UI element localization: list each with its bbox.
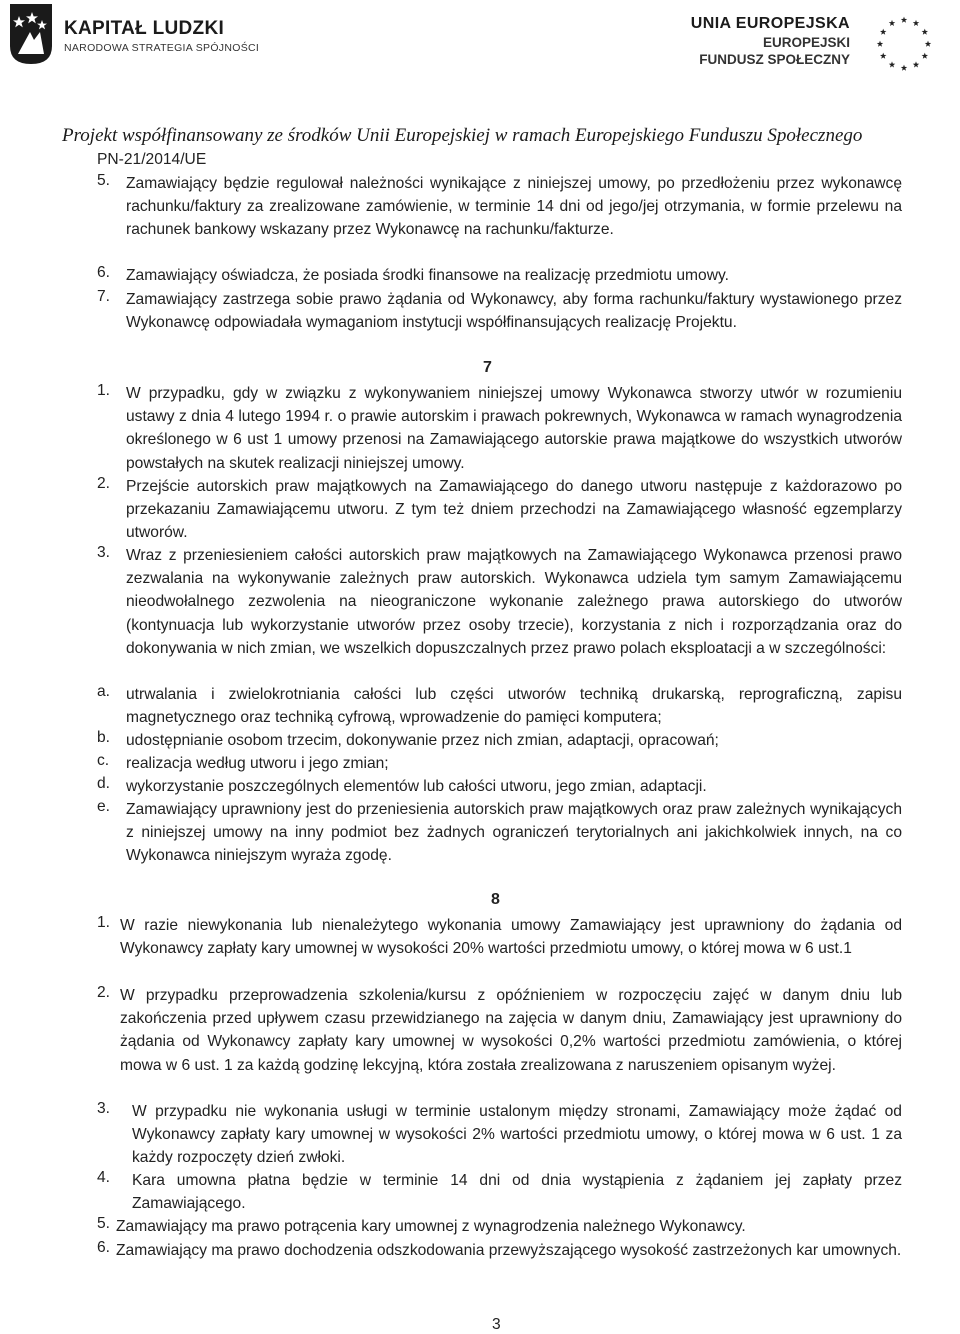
- list-item: realizacja według utworu i jego zmian;: [126, 755, 389, 772]
- item-number: 2.: [97, 475, 111, 492]
- list-item: wykorzystanie poszczególnych elementów lub całości utworu, jego zmian, adaptacji.: [126, 778, 707, 795]
- section-8-heading: [491, 891, 500, 909]
- reference-number: PN-21/2014/UE: [97, 151, 207, 168]
- kapital-ludzki-subtitle: NARODOWA STRATEGIA SPÓJNOŚCI: [64, 42, 260, 54]
- section-8-number: 8: [491, 891, 500, 908]
- list-item: Zamawiający będzie regulował należności wynikające z niniejszej umowy, po przedłożeniu przez wykonawcę rachunku/faktury za zrealizowane zamówienie, w terminie 14 dni od jego/jej otrzymania, w formie przelewu na rachunek bankowy wskazany przez Wykonawcę na rachunku/fakturze.: [126, 175, 902, 239]
- item-number: 1.: [97, 382, 111, 399]
- item-number: 3.: [97, 1100, 111, 1117]
- list-item: W przypadku, gdy w związku z wykonywaniem niniejszej umowy Wykonawca stworzy utwór w rozumieniu ustawy z dnia 4 lutego 1994 r. o prawie autorskim i prawach pokrewnych, Wykonawca w ramach wynagrodzenia określonego w 6 ust 1 umowy przenosi na Zamawiającego autorskie prawa majątkowe do wszystkich utworów powstałych na skutek realizacji niniejszej umowy.: [126, 385, 902, 472]
- list-item: Wraz z przeniesieniem całości autorskich praw majątkowych na Zamawiającego Wykonawca przenosi prawo zezwalania na wykonywanie zależnych praw autorskich. Wykonawca udziela tym samym Zamawiającemu nieodwołalnego zezwolenia na nieograniczone wykonanie zależnego prawa autorskiego do utworów (kontynuacja lub wykorzystanie utworów przez osoby trzecie), korzystania z nich i rozporządzania oraz do dokonywania w nich zmian, we wszelkich dopuszczalnych przez prawo polach eksploatacji a w szczególności:: [126, 547, 902, 657]
- list-item: Zamawiający oświadcza, że posiada środki finansowe na realizację przedmiotu umowy.: [126, 267, 729, 284]
- eu-logo-line1: UNIA EUROPEJSKA: [690, 15, 850, 32]
- kapital-ludzki-title: KAPITAŁ LUDZKI: [64, 18, 225, 39]
- item-number: 6.: [97, 264, 111, 281]
- eu-logo-line2: EUROPEJSKI: [762, 35, 850, 50]
- eu-stars-flag-icon: [854, 12, 954, 76]
- item-number: 5.: [97, 172, 111, 189]
- list-item: Zamawiający zastrzega sobie prawo żądania od Wykonawcy, aby forma rachunku/faktury wystawionego przez Wykonawcę odpowiadała wymaganiom instytucji współfinansujących realizację Projektu.: [126, 291, 902, 332]
- list-item: Zamawiający ma prawo potrącenia kary umownej z wynagrodzenia należnego Wykonawcy.: [116, 1218, 746, 1235]
- page-number: 3: [492, 1316, 501, 1333]
- item-letter: a.: [97, 683, 111, 700]
- item-number: 4.: [97, 1169, 111, 1186]
- eu-logo-texts: [691, 14, 850, 68]
- project-cofinancing-line: Projekt współfinansowany ze środków Unii Europejskiej w ramach Europejskiego Funduszu Społecznego: [62, 125, 863, 146]
- page-header: [0, 0, 960, 146]
- item-number: 3.: [97, 544, 111, 561]
- list-item: W przypadku przeprowadzenia szkolenia/kursu z opóźnieniem w rozpoczęciu zajęć w danym dniu lub zakończenia przed upływem czasu przewidzianego na zajęcia w danym dniu, Zamawiający jest uprawniony do żądania od Wykonawcy zapłaty kary umownej w wysokości 0,2% wartości przedmiotu zamówienia, o której mowa w 6 ust. 1 za każdą godzinę lekcyjną, która została zrealizowana z naruszeniem opisanym wyżej.: [120, 987, 902, 1074]
- item-number: 1.: [97, 914, 111, 931]
- list-item: Kara umowna płatna będzie w terminie 14 dni od dnia wystąpienia z żądaniem jej zapłaty przez Zamawiającego.: [132, 1172, 902, 1213]
- section-7-number: 7: [483, 359, 492, 376]
- item-letter: e.: [97, 798, 111, 815]
- list-item: W przypadku nie wykonania usługi w terminie ustalonym między stronami, Zamawiający może żądać od Wykonawcy zapłaty kary umownej w wysokości 2% wartości przedmiotu umowy, o której mowa w 6 ust. 1 za każdy rozpoczęty dzień zwłoki.: [132, 1103, 902, 1167]
- item-number: 2.: [97, 984, 111, 1001]
- item-letter: c.: [97, 752, 110, 769]
- kapital-ludzki-logo: [4, 2, 260, 72]
- eu-logo-line3: FUNDUSZ SPOŁECZNY: [699, 52, 850, 67]
- item-letter: b.: [97, 729, 111, 746]
- item-letter: d.: [97, 775, 111, 792]
- eu-logo: [690, 6, 960, 72]
- list-item: Zamawiający ma prawo dochodzenia odszkodowania przewyższającego wysokość zastrzeżonych kar umownych.: [116, 1242, 902, 1259]
- list-item: W razie niewykonania lub nienależytego wykonania umowy Zamawiający jest uprawniony do żądania od Wykonawcy zapłaty kary umownej w wysokości 20% wartości przedmiotu umowy, o której mowa w 6 ust.1: [120, 917, 902, 958]
- item-number: 5.: [97, 1215, 111, 1232]
- list-item: Zamawiający uprawniony jest do przeniesienia autorskich praw majątkowych oraz praw zależnych wynikających z niniejszej umowy na inny podmiot bez żadnych ograniczeń terytorialnych ani jakichkolwiek innych, na co Wykonawca niniejszym wyraża zgodę.: [126, 801, 902, 865]
- list-item: Przejście autorskich praw majątkowych na Zamawiającego do danego utworu następuje z każdorazowo po przekazaniu Zamawiającemu utworu. Z tym też dniem przechodzi na Zamawiającego własność egzemplarzy utworów.: [126, 478, 902, 542]
- list-item: udostępnianie osobom trzecim, dokonywanie przez nich zmian, adaptacji, opracowań;: [126, 732, 719, 749]
- section-7-heading: [483, 359, 492, 377]
- item-number: 7.: [97, 288, 111, 305]
- item-number: 6.: [97, 1239, 111, 1256]
- kapital-ludzki-emblem-icon: [4, 2, 56, 66]
- list-item: utrwalania i zwielokrotniania całości lub części utworów techniką drukarską, reprograficzną, zapisu magnetycznego oraz techniką cyfrową, wprowadzenie do pamięci komputera;: [126, 686, 902, 727]
